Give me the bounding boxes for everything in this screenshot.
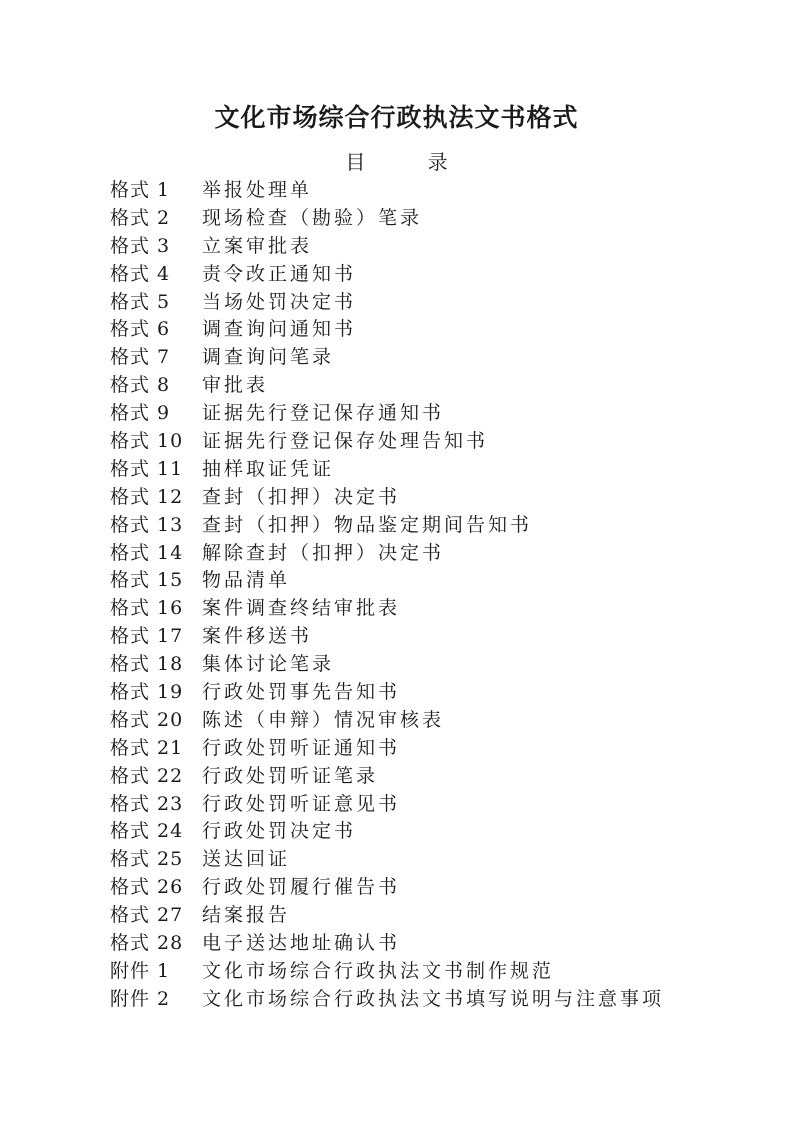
toc-item [110, 818, 664, 846]
toc-item-text: 集体讨论笔录 [202, 653, 335, 676]
toc-item [110, 428, 664, 456]
toc-item-text: 查封（扣押）决定书 [202, 485, 401, 508]
toc-item [110, 512, 664, 540]
toc-item [110, 651, 664, 679]
toc-item [110, 261, 664, 289]
toc-item-label: 格式 24 [110, 820, 184, 843]
table-of-contents [110, 177, 664, 1014]
toc-item [110, 874, 664, 902]
toc-item-text: 举报处理单 [202, 179, 313, 201]
toc-item-label: 格式 10 [110, 430, 184, 453]
toc-item-text: 立案审批表 [202, 234, 313, 257]
toc-item-text: 证据先行登记保存处理告知书 [202, 430, 489, 453]
toc-item [110, 763, 664, 791]
toc-item [110, 289, 664, 317]
toc-item [110, 791, 664, 819]
toc-item-text: 电子送达地址确认书 [202, 932, 401, 955]
toc-item-text: 责令改正通知书 [202, 262, 357, 285]
toc-item [110, 177, 664, 205]
toc-item-text: 送达回证 [202, 848, 291, 871]
toc-item [110, 484, 664, 512]
toc-item [110, 958, 664, 986]
toc-item-label: 格式 19 [110, 681, 184, 704]
toc-item-label: 格式 11 [110, 457, 184, 480]
toc-item-text: 审批表 [202, 374, 269, 397]
toc-item-label: 格式 25 [110, 848, 184, 871]
toc-item [110, 372, 664, 400]
toc-item-text: 陈述（申辩）情况审核表 [202, 708, 445, 731]
toc-item-label: 格式 12 [110, 485, 184, 508]
toc-item-text: 文化市场综合行政执法文书填写说明与注意事项 [202, 987, 665, 1010]
toc-item-label: 格式 14 [110, 541, 184, 564]
toc-item-text: 当场处罚决定书 [202, 290, 357, 313]
toc-item-label: 格式 20 [110, 708, 184, 731]
toc-item-text: 行政处罚履行催告书 [202, 876, 401, 899]
toc-item [110, 344, 664, 372]
toc-item-text: 行政处罚听证意见书 [202, 792, 401, 815]
toc-item [110, 540, 664, 568]
toc-heading: 目 录 [345, 150, 476, 174]
toc-item-label: 格式 18 [110, 653, 184, 676]
toc-item-text: 结案报告 [202, 904, 291, 927]
toc-item-text: 抽样取证凭证 [202, 457, 335, 480]
document-title: 文化市场综合行政执法文书格式 [214, 103, 579, 132]
toc-item-text: 文化市场综合行政执法文书制作规范 [202, 959, 555, 982]
toc-item-label: 格式 22 [110, 764, 184, 787]
toc-item-label: 格式 2 [110, 206, 171, 229]
toc-item-text: 行政处罚决定书 [202, 820, 357, 843]
toc-item-label: 格式 27 [110, 904, 184, 927]
toc-item-text: 案件移送书 [202, 625, 313, 648]
toc-item-text: 解除查封（扣押）决定书 [202, 541, 445, 564]
toc-item-label: 格式 8 [110, 374, 171, 397]
toc-item-label: 格式 9 [110, 402, 171, 425]
toc-item [110, 846, 664, 874]
toc-item [110, 735, 664, 763]
toc-item-text: 现场检查（勘验）笔录 [202, 206, 423, 229]
toc-item-label: 格式 7 [110, 346, 171, 369]
toc-item [110, 986, 664, 1014]
toc-item [110, 316, 664, 344]
toc-item-text: 物品清单 [202, 569, 291, 592]
toc-item-label: 格式 16 [110, 597, 184, 620]
toc-item-text: 行政处罚事先告知书 [202, 681, 401, 704]
toc-item [110, 233, 664, 261]
toc-item-text: 查封（扣押）物品鉴定期间告知书 [202, 513, 533, 536]
toc-item-label: 格式 28 [110, 932, 184, 955]
toc-item [110, 456, 664, 484]
toc-item-label: 格式 4 [110, 262, 171, 285]
toc-item-text: 行政处罚听证笔录 [202, 764, 379, 787]
toc-item-label: 格式 1 [110, 179, 171, 201]
toc-item [110, 400, 664, 428]
toc-item [110, 679, 664, 707]
toc-item [110, 623, 664, 651]
toc-item-label: 格式 3 [110, 234, 171, 257]
toc-item-text: 调查询问通知书 [202, 318, 357, 341]
toc-item [110, 567, 664, 595]
toc-item-text: 行政处罚听证通知书 [202, 736, 401, 759]
toc-item-text: 案件调查终结审批表 [202, 597, 401, 620]
toc-item [110, 595, 664, 623]
toc-item-label: 格式 13 [110, 513, 184, 536]
toc-item [110, 707, 664, 735]
toc-item [110, 205, 664, 233]
toc-item [110, 902, 664, 930]
toc-item-text: 证据先行登记保存通知书 [202, 402, 445, 425]
toc-item-label: 格式 21 [110, 736, 184, 759]
toc-item [110, 930, 664, 958]
toc-item-label: 格式 5 [110, 290, 171, 313]
toc-item-text: 调查询问笔录 [202, 346, 335, 369]
toc-item-label: 格式 17 [110, 625, 184, 648]
toc-item-label: 格式 6 [110, 318, 171, 341]
toc-item-label: 附件 1 [110, 959, 171, 982]
toc-item-label: 附件 2 [110, 987, 171, 1010]
toc-item-label: 格式 15 [110, 569, 184, 592]
toc-item-label: 格式 23 [110, 792, 184, 815]
toc-item-label: 格式 26 [110, 876, 184, 899]
